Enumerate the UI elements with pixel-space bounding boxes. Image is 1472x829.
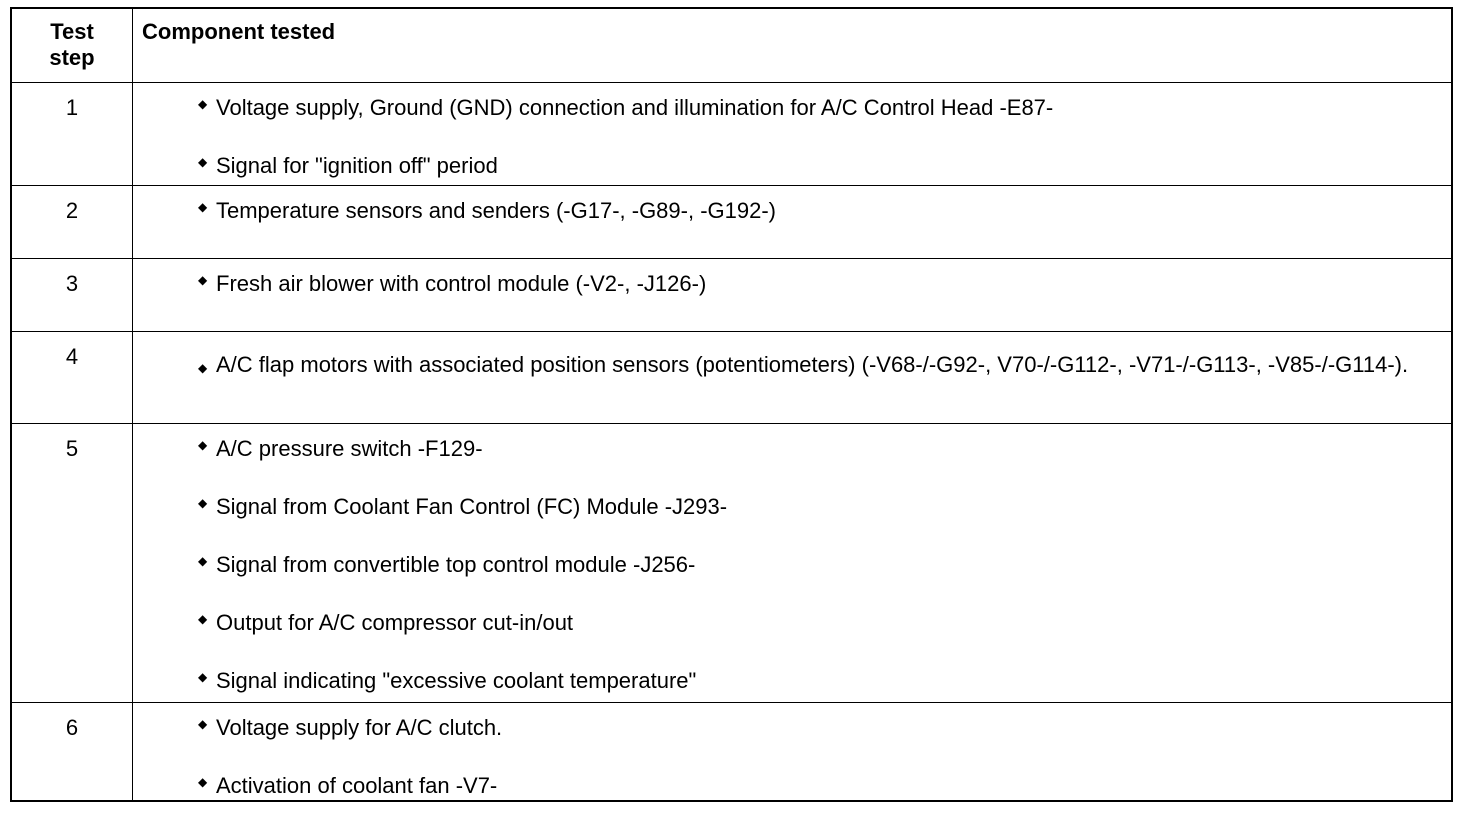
diamond-bullet-icon: ◆ <box>198 155 208 169</box>
table-row <box>12 332 1451 424</box>
diamond-bullet-icon: ◆ <box>198 717 208 731</box>
list-item: ◆ Voltage supply, Ground (GND) connection and illumination for A/C Control Head -E87- <box>198 95 1054 120</box>
row-items <box>198 342 1447 382</box>
row-step-number: 4 <box>65 344 79 369</box>
list-item: ◆ A/C flap motors with associated position sensors (potentiometers) (-V68-/-G92-, V70-/-G112-, -V71-/-G113-, -V85-/-G114-). <box>198 352 1409 377</box>
table-header-row <box>12 9 1451 83</box>
diamond-bullet-icon: ◆ <box>198 670 208 684</box>
diamond-bullet-icon: ◆ <box>198 361 208 375</box>
table-row <box>12 424 1451 703</box>
row-items <box>198 434 1441 724</box>
row-items <box>198 196 1441 254</box>
header-test-step <box>12 19 132 71</box>
row-step-number: 2 <box>65 198 79 223</box>
diamond-bullet-icon: ◆ <box>198 200 208 214</box>
list-item: ◆ Activation of coolant fan -V7- <box>198 773 498 798</box>
list-item: ◆ Signal from convertible top control module -J256- <box>198 552 696 577</box>
list-item: ◆ Signal indicating "excessive coolant temperature" <box>198 668 697 693</box>
table-row <box>12 186 1451 259</box>
row-items <box>198 269 1441 327</box>
diamond-bullet-icon: ◆ <box>198 612 208 626</box>
table-row <box>12 259 1451 332</box>
list-item: ◆ Output for A/C compressor cut-in/out <box>198 610 574 635</box>
diamond-bullet-icon: ◆ <box>198 554 208 568</box>
row-step-number: 1 <box>65 95 79 120</box>
header-test-step-label: Test step <box>49 19 95 70</box>
row-step-number: 5 <box>65 436 79 461</box>
diamond-bullet-icon: ◆ <box>198 775 208 789</box>
row-items <box>198 713 1441 829</box>
diamond-bullet-icon: ◆ <box>198 438 208 452</box>
diamond-bullet-icon: ◆ <box>198 273 208 287</box>
list-item: ◆ Signal from Coolant Fan Control (FC) Module -J293- <box>198 494 728 519</box>
table-row <box>12 83 1451 186</box>
table-row <box>12 703 1451 802</box>
list-item: ◆ Fresh air blower with control module (-V2-, -J126-) <box>198 271 707 296</box>
list-item: ◆ Signal for "ignition off" period <box>198 153 498 178</box>
row-step-number: 3 <box>65 271 79 296</box>
list-item: ◆ A/C pressure switch -F129- <box>198 436 483 461</box>
diamond-bullet-icon: ◆ <box>198 97 208 111</box>
row-step-number: 6 <box>65 715 79 740</box>
list-item: ◆ Voltage supply for A/C clutch. <box>198 715 503 740</box>
diamond-bullet-icon: ◆ <box>198 496 208 510</box>
test-steps-table <box>10 7 1453 802</box>
header-component-tested: Component tested <box>142 19 336 44</box>
list-item: ◆ Temperature sensors and senders (-G17-, -G89-, -G192-) <box>198 198 777 223</box>
